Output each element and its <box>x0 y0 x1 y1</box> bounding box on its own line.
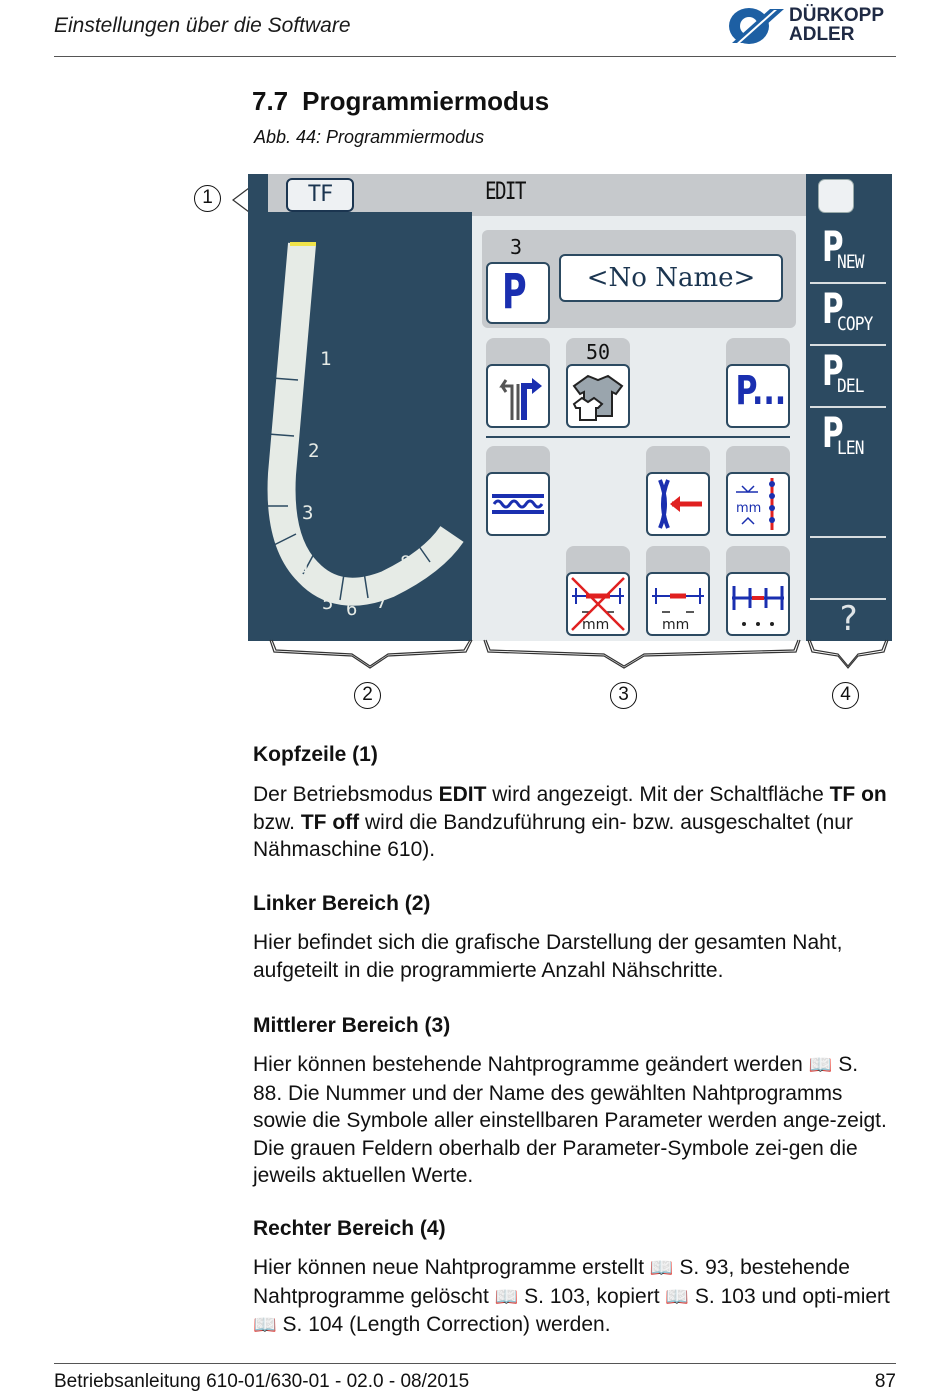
program-new-label: NEW <box>837 251 864 273</box>
program-more-label: P... <box>735 368 787 414</box>
program-new-p: P <box>822 222 844 271</box>
program-length-p: P <box>822 408 844 457</box>
seam-graphic <box>248 212 472 641</box>
duerkopp-adler-logo <box>728 3 898 47</box>
footer-document-info: Betriebsanleitung 610-01/630-01 - 02.0 - 08/2015 <box>54 1371 470 1392</box>
section-title <box>252 86 549 117</box>
program-more-button[interactable] <box>726 364 790 428</box>
measure-button[interactable] <box>646 572 710 636</box>
program-length-button[interactable] <box>810 408 886 470</box>
help-button[interactable]: ? <box>838 599 859 639</box>
seam-step-2: 2 <box>308 440 320 462</box>
program-new-button[interactable] <box>810 222 886 284</box>
stitch-ruler-button[interactable] <box>726 572 790 636</box>
running-header-title: Einstellungen über die Software <box>54 14 351 37</box>
crossed-measure-button[interactable] <box>566 572 630 636</box>
measure-icon <box>648 574 708 634</box>
wave-stitch-icon <box>488 474 548 534</box>
program-select-button[interactable] <box>486 262 550 324</box>
paragraph-left-area: Hier befindet sich die grafische Darstellung der gesamten Naht, aufgeteilt in die programmierte Anzahl Nähschritte. <box>253 931 843 982</box>
shirt-icon <box>568 366 628 426</box>
book-reference-icon: 📖 <box>253 1314 277 1336</box>
page-reference[interactable]: S. 93 <box>679 1256 729 1279</box>
logo-text-line2: ADLER <box>789 24 855 45</box>
seam-step-5: 5 <box>322 592 334 614</box>
seam-step-1: 1 <box>320 348 332 370</box>
seam-step-3: 3 <box>302 502 314 524</box>
paragraph-header-bar: Der Betriebsmodus EDIT wird angezeigt. Mit der Schaltfläche TF on bzw. TF off wird die Bandzuführung ein- bzw. ausgeschaltet (nur Nähmaschine 610). <box>253 783 887 861</box>
svg-text:mm: mm <box>736 501 762 516</box>
direction-arrows-icon <box>488 366 548 426</box>
stitch-length-button[interactable] <box>726 472 790 536</box>
logo-mark-icon <box>728 7 784 45</box>
seam-step-4: 4 <box>298 559 310 581</box>
program-delete-p: P <box>822 346 844 395</box>
svg-text:mm: mm <box>582 617 610 633</box>
program-copy-label: COPY <box>837 313 873 335</box>
stitch-length-icon <box>728 474 788 534</box>
page-reference[interactable]: S. 103 <box>694 1284 756 1308</box>
tf-toggle-button[interactable]: TF <box>286 178 354 212</box>
section-title-text: Programmiermodus <box>302 86 550 116</box>
program-copy-button[interactable] <box>810 284 886 346</box>
heading-right-area: Rechter Bereich (4) <box>253 1217 446 1240</box>
crossed-measure-icon <box>568 574 628 634</box>
stitch-ruler-icon <box>728 574 788 634</box>
page-number: 87 <box>874 1371 896 1392</box>
logo-text-line1: DÜRKOPP <box>789 5 885 26</box>
program-name-field[interactable]: <No Name> <box>559 254 783 302</box>
program-length-label: LEN <box>837 437 864 459</box>
program-copy-p: P <box>822 284 844 333</box>
mode-label: EDIT <box>485 177 525 205</box>
program-delete-label: DEL <box>837 375 864 397</box>
book-reference-icon: 📖 <box>494 1285 519 1308</box>
page-reference[interactable]: S. 88 <box>253 1053 859 1105</box>
header-bar-notch <box>248 174 268 216</box>
page-reference[interactable]: S. 104 <box>282 1313 344 1336</box>
header-rule <box>54 56 896 57</box>
callout-2: 2 <box>354 682 381 709</box>
program-select-p: P <box>502 264 527 320</box>
area-braces <box>248 636 892 676</box>
top-right-square-button[interactable] <box>818 179 854 213</box>
seam-step-8: 8 <box>400 552 412 574</box>
middle-divider <box>486 436 790 438</box>
edge-stop-icon <box>648 474 708 534</box>
edge-stop-button[interactable] <box>646 472 710 536</box>
programming-mode-screen <box>248 174 892 641</box>
heading-middle-area: Mittlerer Bereich (3) <box>253 1014 451 1037</box>
section-number: 7.7 <box>252 86 289 116</box>
paragraph-middle-area: Hier können bestehende Nahtprogramme geändert werden 📖 S. 88. Die Nummer und der Name des gewählten Nahtprogramms sowie die Symbole aller einstellbaren Parameter werden ange-zeigt. Die grauen Feldern oberhalb der Parameter-Symbole zei-gen die jeweils aktuellen Werte. <box>253 1053 887 1187</box>
seam-step-7: 7 <box>376 591 388 613</box>
garment-button[interactable] <box>566 364 630 428</box>
callout-4: 4 <box>832 682 859 709</box>
program-delete-button[interactable] <box>810 346 886 408</box>
right-panel-divider <box>810 536 886 538</box>
seam-step-6: 6 <box>346 598 358 620</box>
figure-caption: Abb. 44: Programmiermodus <box>254 127 485 147</box>
heading-header-bar: Kopfzeile (1) <box>253 743 378 766</box>
program-number: 3 <box>510 235 523 259</box>
page-reference[interactable]: S. 103 <box>524 1284 585 1308</box>
callout-1-group <box>194 185 256 215</box>
paragraph-right-area: Hier können neue Nahtprogramme erstellt 📖 S. 93, bestehende Nahtprogramme gelöscht 📖 S. 103, kopiert 📖 S. 103 und opti-miert 📖 S. 104 (Length Correction) werden. <box>253 1254 893 1340</box>
wave-stitch-button[interactable] <box>486 472 550 536</box>
svg-text:mm: mm <box>662 617 690 633</box>
footer-rule <box>54 1363 896 1364</box>
direction-button[interactable] <box>486 364 550 428</box>
book-reference-icon: 📖 <box>808 1054 833 1076</box>
garment-count-value: 50 <box>585 340 611 364</box>
book-reference-icon: 📖 <box>649 1257 674 1279</box>
callout-3: 3 <box>610 682 637 709</box>
book-reference-icon: 📖 <box>665 1285 690 1308</box>
callout-1: 1 <box>194 185 221 212</box>
heading-left-area: Linker Bereich (2) <box>253 892 431 915</box>
